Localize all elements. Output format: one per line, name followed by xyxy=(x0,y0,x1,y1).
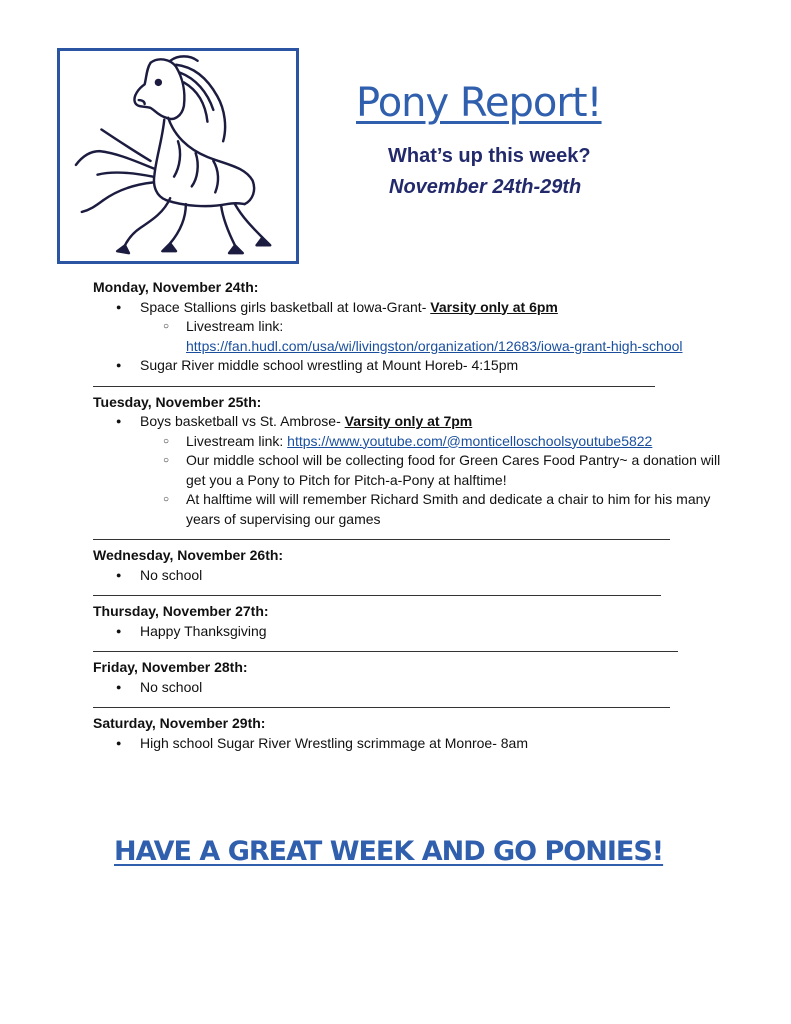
sub-list-item xyxy=(93,451,733,490)
item-text: No school xyxy=(140,566,203,583)
list-item xyxy=(93,298,733,357)
sub-list-item xyxy=(93,490,733,529)
day-items xyxy=(93,566,733,586)
sub-items xyxy=(140,432,733,530)
sub-list-item xyxy=(93,317,733,356)
day-heading: Monday, November 24th: xyxy=(93,279,259,295)
week-dates: November 24th-29th xyxy=(389,176,582,198)
item-text: Happy Thanksgiving xyxy=(140,622,267,639)
list-item xyxy=(93,412,733,529)
divider xyxy=(93,641,678,652)
mustang-horse-icon xyxy=(60,51,296,261)
item-text: Sugar River middle school wrestling at Mount Horeb- 4:15pm xyxy=(140,357,519,373)
schedule xyxy=(93,278,733,753)
divider xyxy=(93,585,661,596)
item-text: At halftime will will remember Richard Smith and dedicate a chair to him for his many years of supervising our games xyxy=(186,491,711,527)
sub-items xyxy=(140,317,733,356)
item-text: No school xyxy=(140,678,203,695)
divider xyxy=(93,529,670,540)
item-text: High school Sugar River Wrestling scrimmage at Monroe- 8am xyxy=(140,734,528,751)
divider xyxy=(93,376,655,387)
item-text: Our middle school will be collecting food for Green Cares Food Pantry~ a donation will get you a Pony to Pitch for Pitch-a-Pony at halftime! xyxy=(186,452,721,488)
day-heading: Wednesday, November 26th: xyxy=(93,547,284,563)
day-items xyxy=(93,678,733,698)
livestream-link[interactable]: https://fan.hudl.com/usa/wi/livingston/organization/12683/iowa-grant-high-school xyxy=(186,337,683,354)
footer-message: HAVE A GREAT WEEK AND GO PONIES! xyxy=(114,836,664,867)
item-emphasis: Varsity only at 7pm xyxy=(344,413,473,429)
page-subtitle: What’s up this week? xyxy=(388,145,591,167)
day-items xyxy=(93,734,733,754)
item-emphasis: Varsity only at 6pm xyxy=(430,298,558,315)
day-items xyxy=(93,622,733,642)
sub-list-item xyxy=(93,432,733,452)
item-text: Livestream link: xyxy=(186,432,288,449)
logo xyxy=(57,48,299,264)
list-item xyxy=(93,356,733,376)
divider xyxy=(93,697,670,708)
day-heading: Thursday, November 27th: xyxy=(93,603,269,619)
day-items xyxy=(93,412,733,529)
item-text: Space Stallions girls basketball at Iowa-Grant- xyxy=(140,298,431,315)
list-item xyxy=(93,678,733,698)
day-heading: Saturday, November 29th: xyxy=(93,715,266,731)
list-item xyxy=(93,734,733,754)
list-item xyxy=(93,622,733,642)
livestream-link[interactable]: https://www.youtube.com/@monticelloschoolsyoutube5822 xyxy=(287,432,653,449)
item-text: Livestream link: xyxy=(186,318,284,334)
list-item xyxy=(93,566,733,586)
page-title: Pony Report! xyxy=(356,80,602,126)
item-text: Boys basketball vs St. Ambrose- xyxy=(140,413,345,429)
day-heading: Friday, November 28th: xyxy=(93,659,248,675)
day-items xyxy=(93,298,733,376)
day-heading: Tuesday, November 25th: xyxy=(93,393,262,410)
